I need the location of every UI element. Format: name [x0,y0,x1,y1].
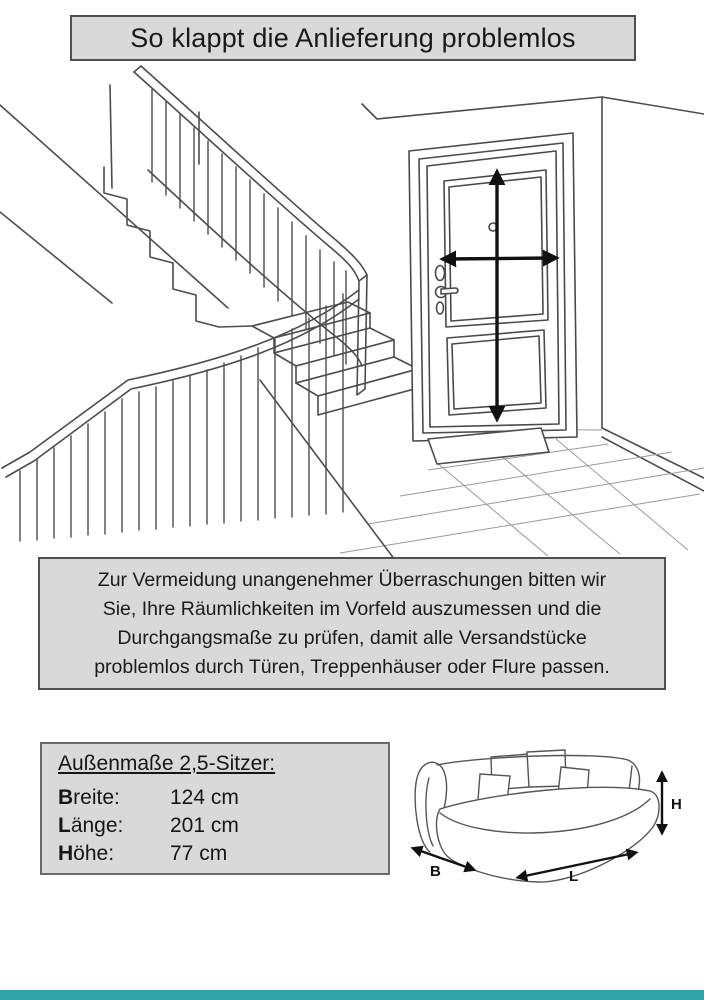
dimension-value: 77 cm [170,842,228,865]
dimension-label: Länge: [58,814,124,837]
door-width-arrow [446,258,553,259]
dimension-row-hoehe [58,840,388,868]
dimension-value: 124 cm [170,786,239,809]
measure-advice-box [38,557,666,690]
advice-line: Sie, Ihre Räumlichkeiten im Vorfeld auszumessen und die [102,597,602,620]
sofa-dimension-illustration [400,715,704,900]
advice-line: Zur Vermeidung unangenehmer Überraschungen bitten wir [97,568,607,591]
sofa-height-label: H [671,796,682,813]
dimension-label: Höhe: [58,842,115,865]
outer-dimensions-box [40,742,390,875]
dimension-row-breite [58,784,388,812]
sofa-width-label: B [430,863,441,880]
footer-accent-bar [0,990,704,1000]
page-title: So klappt die Anlieferung problemlos [130,22,576,53]
dimensions-heading: Außenmaße 2,5-Sitzer: [58,752,276,775]
sofa-length-label: L [569,868,579,885]
dimension-value: 201 cm [170,814,239,837]
dimension-row-laenge [58,812,388,840]
advice-line: Durchgangsmaße zu prüfen, damit alle Versandstücke [117,626,587,649]
advice-line: problemlos durch Türen, Treppenhäuser oder Flure passen. [94,655,610,678]
dimension-label: Breite: [58,786,120,809]
staircase-drawing [2,66,418,560]
door-drawing [409,133,577,441]
